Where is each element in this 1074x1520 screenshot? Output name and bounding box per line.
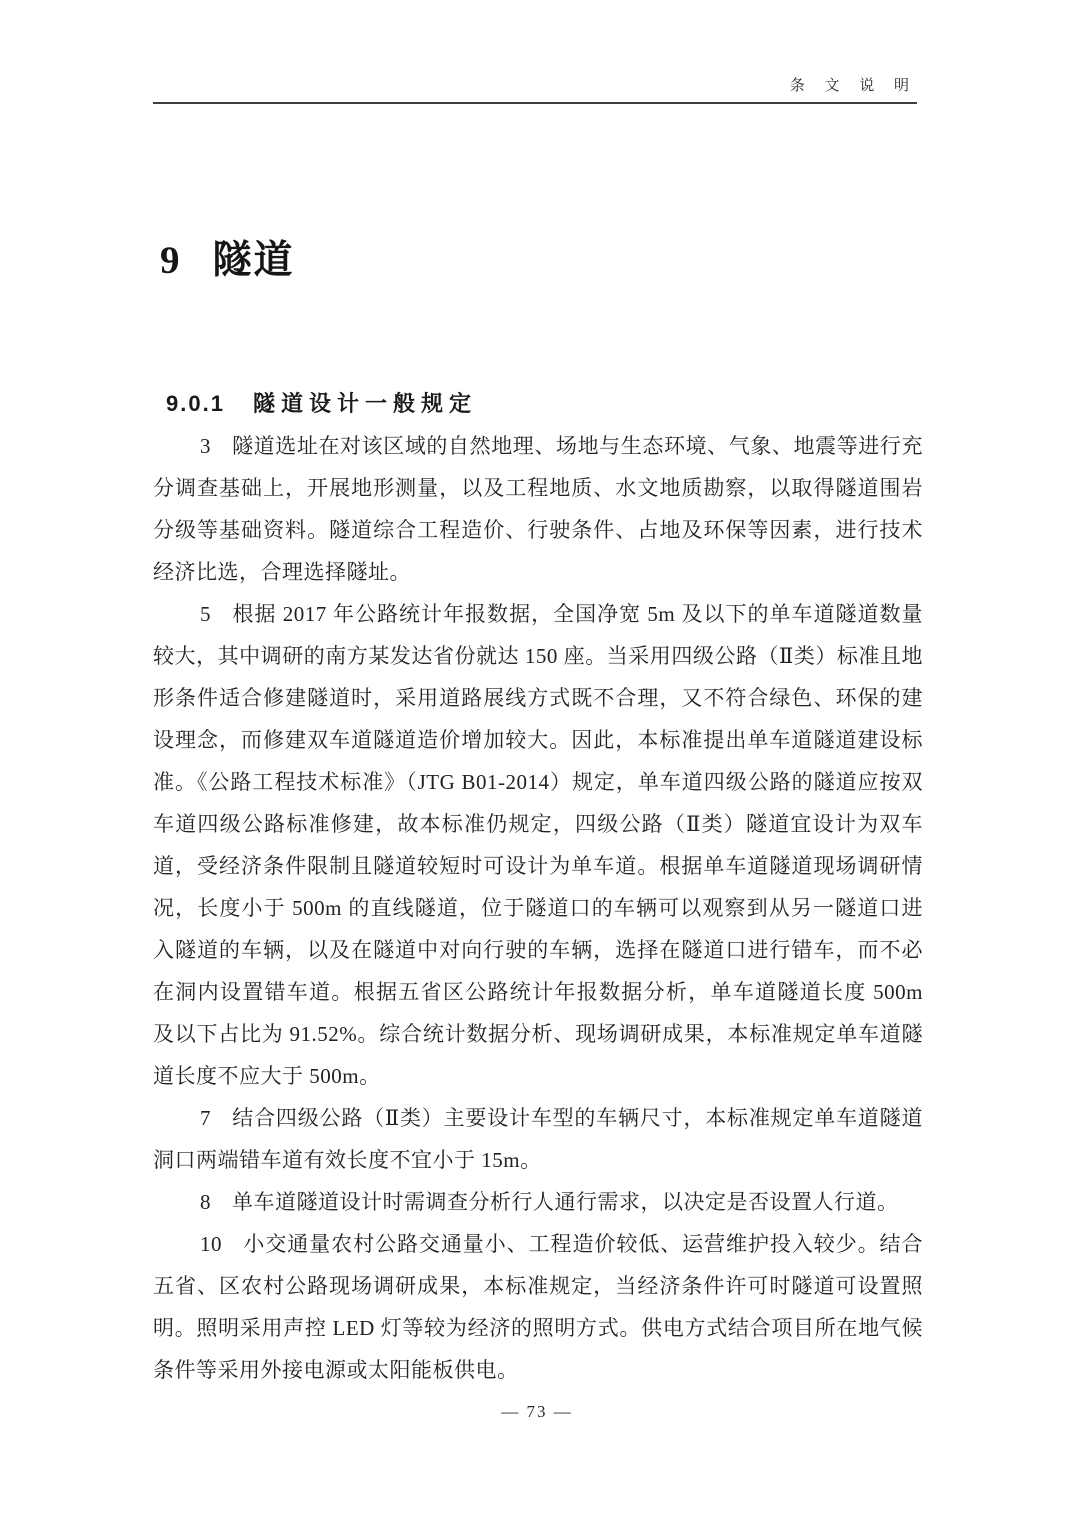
running-header (153, 74, 917, 104)
clause-item-number: 3 (200, 434, 211, 458)
clause-paragraph (153, 1223, 923, 1391)
section-title-text: 隧道设计一般规定 (252, 391, 477, 416)
chapter-title-text: 隧道 (212, 239, 295, 282)
clause-item-text: 结合四级公路（Ⅱ类）主要设计车型的车辆尺寸，本标准规定单车道隧道洞口两端错车道有效长度不宜小于 15m。 (153, 1106, 923, 1172)
clause-item-text: 根据 2017 年公路统计年报数据，全国净宽 5m 及以下的单车道隧道数量较大，其中调研的南方某发达省份就达 150 座。当采用四级公路（Ⅱ类）标准且地形条件适合修建隧道时，采用道路展线方式既不合理，又不符合绿色、环保的建设理念，而修建双车道隧道造价增加较大。因此，本标准提出单车道隧道建设标准。《公路工程技术标准》（JTG B01-2014）规定，单车道四级公路的隧道应按双车道四级公路标准修建，故本标准仍规定，四级公路（Ⅱ类）隧道宜设计为双车道，受经济条件限制且隧道较短时可设计为单车道。根据单车道隧道现场调研情况，长度小于 500m 的直线隧道，位于隧道口的车辆可以观察到从另一隧道口进入隧道的车辆，以及在隧道中对向行驶的车辆，选择在隧道口进行错车，而不必在洞内设置错车道。根据五省区公路统计年报数据分析，单车道隧道长度 500m 及以下占比为 91.52%。综合统计数据分析、现场调研成果，本标准规定单车道隧道长度不应大于 500m。 (153, 602, 923, 1088)
section-heading (166, 390, 477, 418)
chapter-number: 9 (160, 239, 180, 282)
clause-item-number: 8 (200, 1190, 211, 1214)
page-footer (0, 1402, 1074, 1422)
clause-item-number: 10 (200, 1232, 222, 1256)
clause-item-number: 5 (200, 602, 211, 626)
chapter-title (160, 238, 295, 284)
clause-item-text: 小交通量农村公路交通量小、工程造价较低、运营维护投入较少。结合五省、区农村公路现场调研成果，本标准规定，当经济条件许可时隧道可设置照明。照明采用声控 LED 灯等较为经济的照明方式。供电方式结合项目所在地气候条件等采用外接电源或太阳能板供电。 (153, 1232, 923, 1382)
section-number: 9.0.1 (166, 391, 225, 416)
page-number: — 73 — (501, 1402, 573, 1421)
clause-item-text: 单车道隧道设计时需调查分析行人通行需求，以决定是否设置人行道。 (232, 1190, 899, 1214)
clause-paragraph (153, 1097, 923, 1181)
clause-paragraph (153, 425, 923, 593)
running-header-title: 条 文 说 明 (789, 78, 917, 94)
clause-body (153, 425, 923, 1391)
clause-paragraph (153, 593, 923, 1097)
clause-item-number: 7 (200, 1106, 211, 1130)
clause-item-text: 隧道选址在对该区域的自然地理、场地与生态环境、气象、地震等进行充分调查基础上，开展地形测量，以及工程地质、水文地质勘察，以取得隧道围岩分级等基础资料。隧道综合工程造价、行驶条件、占地及环保等因素，进行技术经济比选，合理选择隧址。 (153, 434, 923, 584)
clause-paragraph (153, 1181, 923, 1223)
